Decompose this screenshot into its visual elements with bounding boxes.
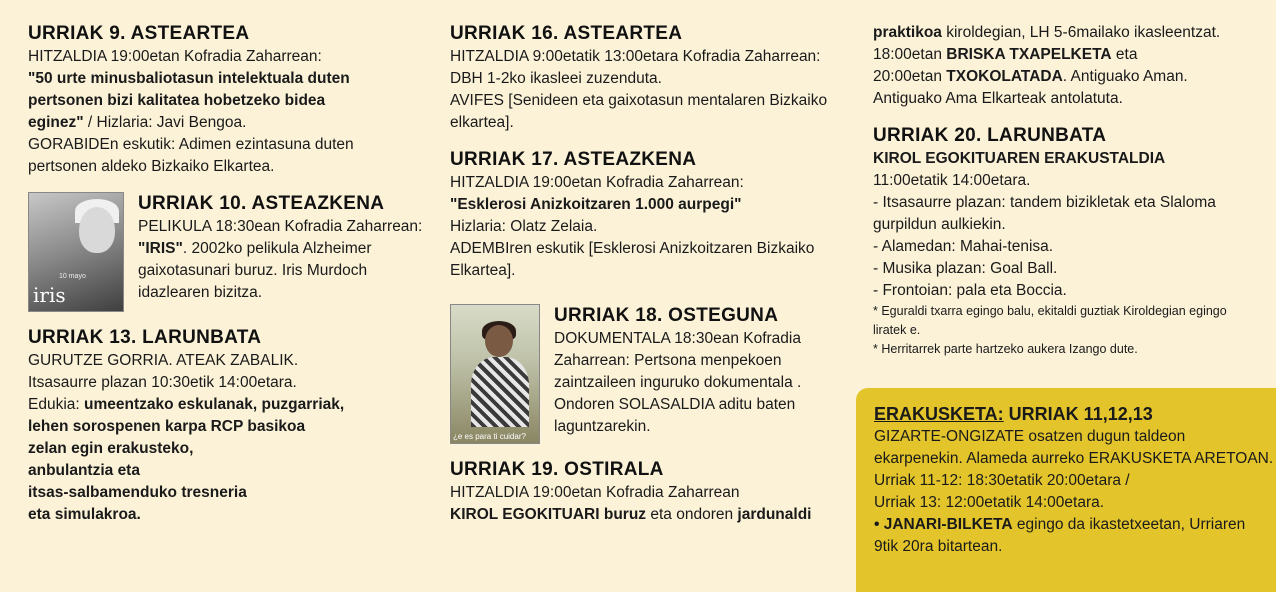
text-fragment: 20:00etan — [873, 68, 947, 85]
text-fragment: kiroldegian, LH 5-6mailako ikasleentzat. — [941, 24, 1221, 41]
text-line: zaintzaileen inguruko dokumentala . — [554, 374, 802, 391]
text-line: AVIFES [Senideen eta gaixotasun mentalaren Bizkaiko — [450, 92, 828, 109]
event-subtitle: KIROL EGOKITUAREN ERAKUSTALDIA — [873, 150, 1166, 167]
content-item: anbulantzia eta — [28, 462, 140, 479]
event-oct-19 — [450, 458, 840, 526]
content-item: umeentzako eskulanak, puzgarriak, — [84, 396, 345, 413]
text-line: HITZALDIA 19:00etan Kofradia Zaharrean — [450, 484, 740, 501]
photo-body — [471, 357, 529, 427]
day-heading: URRIAK 19. OSTIRALA — [450, 459, 664, 480]
event-oct-9 — [28, 22, 416, 178]
text-line: GIZARTE-ONGIZATE osatzen dugun taldeon — [874, 428, 1186, 445]
text-line: laguntzarekin. — [554, 418, 651, 435]
poster-date: 10 mayo — [59, 273, 86, 280]
text-fragment: Edukia: — [28, 396, 85, 413]
poster-title: iris — [33, 283, 66, 307]
text-fragment: 18:00etan — [873, 46, 947, 63]
text-line: ekarpenekin. Alameda aurreko ERAKUSKETA ARETOAN. — [874, 450, 1274, 467]
talk-title: "50 urte minusbaliotasun intelektuala duten — [28, 70, 350, 87]
iris-poster-image — [28, 192, 124, 312]
text-line: DBH 1-2ko ikasleei zuzenduta. — [450, 70, 662, 87]
text-line: Urriak 13: 12:00etatik 14:00etara. — [874, 494, 1105, 511]
exhibition-heading — [874, 402, 1269, 426]
day-heading: URRIAK 18. OSTEGUNA — [554, 305, 779, 326]
event-oct-19-cont — [873, 22, 1265, 110]
exhibition-box — [856, 388, 1276, 592]
topic: KIROL EGOKITUARI buruz — [450, 506, 647, 523]
text-line: 11:00etatik 14:00etara. — [873, 172, 1031, 189]
film-title: "IRIS" — [138, 240, 183, 257]
day-heading: URRIAK 17. ASTEAZKENA — [450, 149, 697, 170]
text-line: - Itsasaurre plazan: tandem bizikletak eta Slaloma — [873, 194, 1216, 211]
text-line: DOKUMENTALA 18:30ean Kofradia — [554, 330, 801, 347]
exhibition-label: ERAKUSKETA: — [874, 404, 1004, 424]
speaker: Hizlaria: Olatz Zelaia. — [450, 218, 598, 235]
event-oct-13 — [28, 326, 416, 526]
talk-title: pertsonen bizi kalitatea hobetzeko bidea — [28, 92, 326, 109]
text-line: GORABIDEn eskutik: Adimen ezintasuna duten — [28, 136, 354, 153]
day-heading: URRIAK 20. LARUNBATA — [873, 125, 1107, 146]
text-fragment: egingo da ikastetxeetan, Urriaren — [1012, 516, 1246, 533]
documentary-photo — [450, 304, 540, 444]
text-line: - Musika plazan: Goal Ball. — [873, 260, 1058, 277]
text-line: elkartea]. — [450, 114, 514, 131]
text-fragment: eta — [1111, 46, 1138, 63]
footnote: liratek e. — [873, 323, 921, 337]
photo-caption: ¿e es para ti cuidar? — [453, 432, 526, 441]
event-oct-17 — [450, 148, 840, 282]
text-line: HITZALDIA 9:00etatik 13:00etara Kofradia Zaharrean: — [450, 48, 821, 65]
content-item: lehen sorospenen karpa RCP basikoa — [28, 418, 306, 435]
text-line: Antiguako Ama Elkarteak antolatuta. — [873, 90, 1123, 107]
topic: praktikoa — [873, 24, 942, 41]
text-line: HITZALDIA 19:00etan Kofradia Zaharrean: — [450, 174, 744, 191]
text-line: ADEMBIren eskutik [Esklerosi Anizkoitzaren Bizkaiko — [450, 240, 815, 257]
day-heading: URRIAK 9. ASTEARTEA — [28, 23, 250, 44]
photo-head — [485, 325, 513, 357]
event-oct-20 — [873, 124, 1265, 359]
text-line: 9tik 20ra bitartean. — [874, 538, 1003, 555]
talk-title: eginez" — [28, 114, 84, 131]
text-fragment: . Antiguako Aman. — [1062, 68, 1188, 85]
text-line: Zaharrean: Pertsona menpekoen — [554, 352, 782, 369]
activity: TXOKOLATADA — [946, 68, 1063, 85]
food-collection: • JANARI-BILKETA — [874, 516, 1013, 533]
content-item: zelan egin erakusteko, — [28, 440, 194, 457]
column-1 — [28, 22, 423, 540]
day-heading: URRIAK 13. LARUNBATA — [28, 327, 262, 348]
content-item: itsas-salbamenduko tresneria — [28, 484, 247, 501]
poster-face — [79, 207, 115, 253]
content-item: eta simulakroa. — [28, 506, 141, 523]
text-line: Urriak 11-12: 18:30etatik 20:00etara / — [874, 472, 1130, 489]
text-line: Itsasaurre plazan 10:30etik 14:00etara. — [28, 374, 297, 391]
text-line: gurpildun aulkiekin. — [873, 216, 1006, 233]
topic: jardunaldi — [737, 506, 812, 523]
day-heading: URRIAK 16. ASTEARTEA — [450, 23, 683, 44]
text-line: GURUTZE GORRIA. ATEAK ZABALIK. — [28, 352, 299, 369]
text-line: idazlearen bizitza. — [138, 284, 263, 301]
text-fragment: eta ondoren — [646, 506, 738, 523]
text-line: gaixotasunari buruz. Iris Murdoch — [138, 262, 368, 279]
text-line: - Alamedan: Mahai-tenisa. — [873, 238, 1054, 255]
text-line: - Frontoian: pala eta Boccia. — [873, 282, 1067, 299]
event-oct-18 — [450, 304, 840, 444]
day-heading: URRIAK 10. ASTEAZKENA — [138, 193, 385, 214]
event-oct-10 — [28, 192, 423, 312]
activity: BRISKA TXAPELKETA — [946, 46, 1112, 63]
footnote: * Herritarrek parte hartzeko aukera Izango dute. — [873, 342, 1138, 356]
exhibition-content — [874, 402, 1274, 558]
text-line: Ondoren SOLASALDIA aditu baten — [554, 396, 796, 413]
speaker: / Hizlaria: Javi Bengoa. — [83, 114, 247, 131]
text-fragment: . 2002ko pelikula Alzheimer — [182, 240, 372, 257]
talk-title: "Esklerosi Anizkoitzaren 1.000 aurpegi" — [450, 196, 742, 213]
text-line: PELIKULA 18:30ean Kofradia Zaharrean: — [138, 218, 423, 235]
text-line: HITZALDIA 19:00etan Kofradia Zaharrean: — [28, 48, 322, 65]
exhibition-dates: URRIAK 11,12,13 — [1003, 404, 1153, 424]
event-oct-16 — [450, 22, 840, 134]
text-line: Elkartea]. — [450, 262, 516, 279]
column-2 — [450, 22, 840, 540]
column-3 — [873, 22, 1265, 373]
text-line: pertsonen aldeko Bizkaiko Elkartea. — [28, 158, 275, 175]
footnote: * Eguraldi txarra egingo balu, ekitaldi guztiak Kiroldegian egingo — [873, 304, 1227, 318]
